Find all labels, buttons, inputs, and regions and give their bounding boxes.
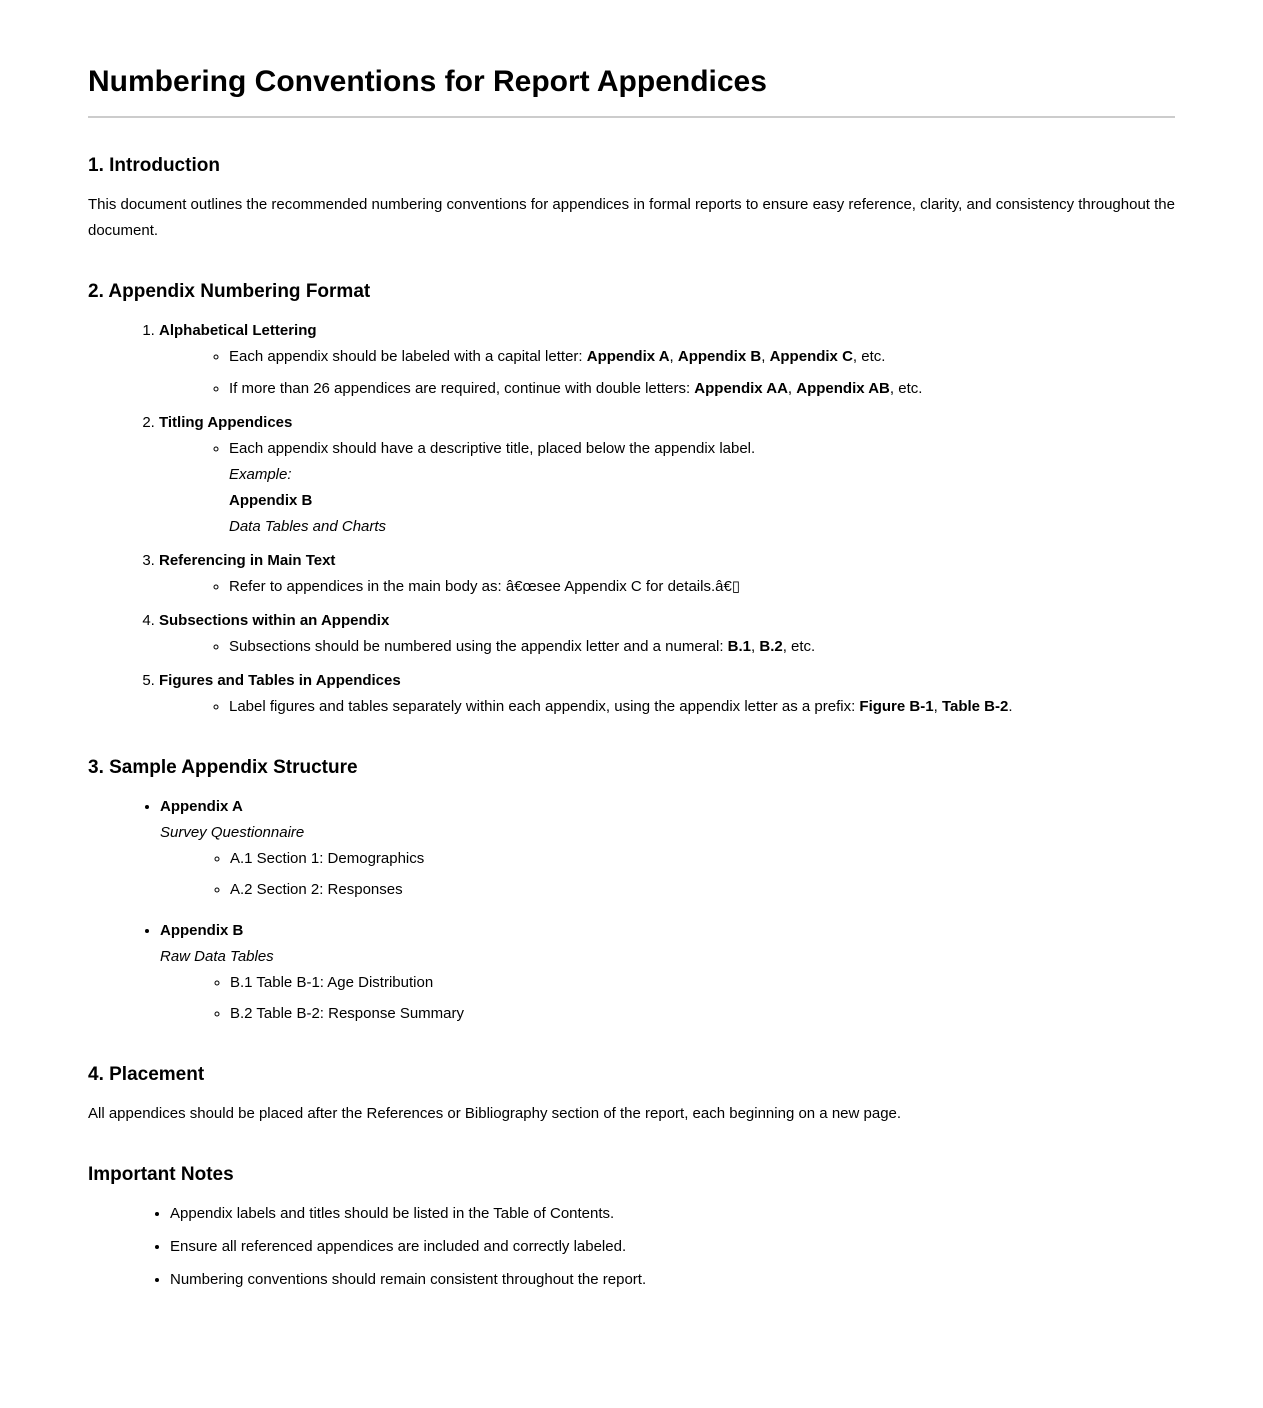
sub-list xyxy=(159,574,1175,600)
run-plain: , xyxy=(933,698,942,715)
section-heading-introduction: 1. Introduction xyxy=(88,155,220,176)
run-bold: Appendix C xyxy=(769,348,853,365)
run-bold: Table B-2 xyxy=(941,698,1009,715)
numbering-format-list xyxy=(88,318,1175,720)
appendix-label: Appendix A xyxy=(160,798,243,815)
intro-paragraph: This document outlines the recommended numbering conventions for appendices in formal reports to ensure easy reference, clarity, and consistency throughout the document. xyxy=(88,196,1175,239)
list-item-label: Subsections within an Appendix xyxy=(159,612,390,629)
run-plain: , etc. xyxy=(852,348,886,365)
list-item-label: Referencing in Main Text xyxy=(159,552,336,569)
placement-paragraph: All appendices should be placed after the References or Bibliography section of the report, each beginning on a new page. xyxy=(88,1105,902,1122)
appendix-subtitle: Raw Data Tables xyxy=(160,948,274,965)
note-item: • Appendix labels and titles should be listed in the Table of Contents. xyxy=(170,1201,1175,1227)
run-plain: If more than 26 appendices are required, continue with double letters: xyxy=(229,380,695,397)
sub-item: ◦ A.2 Section 2: Responses xyxy=(230,877,1175,903)
sub-item: ◦ A.1 Section 1: Demographics xyxy=(230,846,1175,872)
run-bold: Appendix B xyxy=(229,492,313,509)
appendix-subtitle: Survey Questionnaire xyxy=(160,824,305,841)
run-bold: Appendix A xyxy=(586,348,670,365)
appendix-label: Appendix B xyxy=(160,922,244,939)
run-plain: , etc. xyxy=(782,638,816,655)
section-heading-important-notes: Important Notes xyxy=(88,1164,234,1185)
page-title: Numbering Conventions for Report Appendices xyxy=(88,65,767,98)
important-notes-list xyxy=(88,1201,1175,1293)
list-item-subsections xyxy=(159,608,1175,660)
list-item-figures-tables xyxy=(159,668,1175,720)
run-plain: Label figures and tables separately within each appendix, using the appendix letter as a prefix: xyxy=(229,698,860,715)
run-plain: . xyxy=(1008,698,1013,715)
sub-list xyxy=(159,344,1175,402)
run-plain: , xyxy=(761,348,770,365)
sub-list xyxy=(160,846,1175,903)
run-bold: Figure B-1 xyxy=(859,698,934,715)
sub-item: ◦ B.1 Table B-1: Age Distribution xyxy=(230,970,1175,996)
sub-item xyxy=(229,376,1175,402)
list-item-referencing-main-text xyxy=(159,548,1175,600)
run-italic: Data Tables and Charts xyxy=(229,518,387,535)
note-item: • Numbering conventions should remain consistent throughout the report. xyxy=(170,1267,1175,1293)
run-bold: B.1 xyxy=(727,638,752,655)
run-bold: Appendix AA xyxy=(694,380,788,397)
section-heading-placement: 4. Placement xyxy=(88,1064,205,1085)
sample-structure-list xyxy=(88,794,1175,1027)
run-plain: Refer to appendices in the main body as: â€œsee Appendix C for details.â€▯ xyxy=(229,578,741,595)
run-plain: , xyxy=(787,380,797,397)
list-item-label: Titling Appendices xyxy=(159,414,293,431)
sub-item xyxy=(229,694,1175,720)
list-item-label: Figures and Tables in Appendices xyxy=(159,672,401,689)
run-plain: , etc. xyxy=(889,380,923,397)
sub-list xyxy=(159,694,1175,720)
sub-item xyxy=(229,344,1175,370)
list-item-appendix-a xyxy=(160,794,1175,903)
run-bold: Appendix B xyxy=(677,348,762,365)
run-plain: , xyxy=(669,348,678,365)
list-item-appendix-b xyxy=(160,918,1175,1027)
note-item: • Ensure all referenced appendices are included and correctly labeled. xyxy=(170,1234,1175,1260)
run-bold: B.2 xyxy=(759,638,783,655)
sub-item xyxy=(229,436,1175,540)
run-italic: Example: xyxy=(229,466,292,483)
run-plain: Each appendix should be labeled with a capital letter: xyxy=(229,348,587,365)
sub-item xyxy=(229,574,1175,600)
sub-list xyxy=(159,634,1175,660)
sub-list xyxy=(159,436,1175,540)
sub-list xyxy=(160,970,1175,1027)
run-plain: , xyxy=(751,638,760,655)
sub-item: ◦ B.2 Table B-2: Response Summary xyxy=(230,1001,1175,1027)
section-heading-sample-structure: 3. Sample Appendix Structure xyxy=(88,757,358,778)
section-heading-numbering-format: 2. Appendix Numbering Format xyxy=(88,281,371,302)
list-item-label: Alphabetical Lettering xyxy=(159,322,317,339)
run-bold: Appendix AB xyxy=(796,380,890,397)
run-plain: Subsections should be numbered using the appendix letter and a numeral: xyxy=(229,638,728,655)
title-divider xyxy=(88,116,1175,118)
run-plain: Each appendix should have a descriptive title, placed below the appendix label. xyxy=(229,440,756,457)
list-item-titling-appendices xyxy=(159,410,1175,540)
sub-item xyxy=(229,634,1175,660)
list-item-alphabetical-lettering xyxy=(159,318,1175,402)
